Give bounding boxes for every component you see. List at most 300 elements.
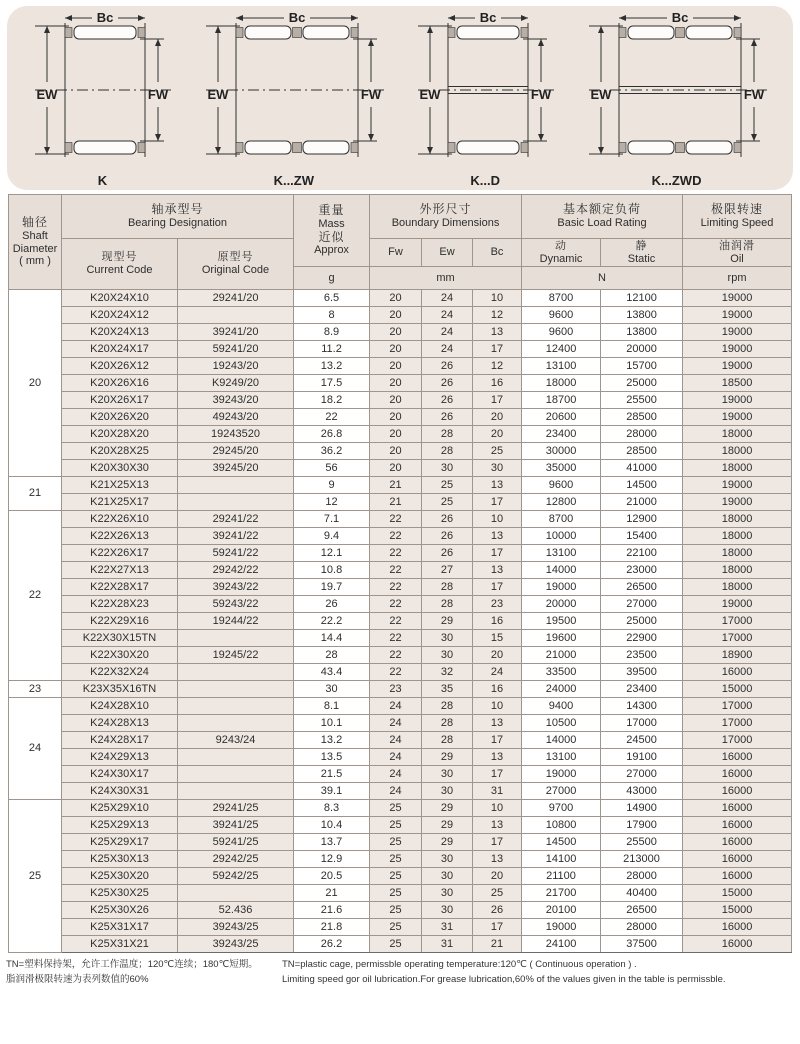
oil-header-en: Oil bbox=[730, 252, 744, 265]
dynamic-load-cell: 35000 bbox=[522, 460, 601, 477]
fw-cell: 20 bbox=[370, 375, 422, 392]
oil-speed-cell: 18500 bbox=[683, 375, 792, 392]
current-code-cell: K24X29X13 bbox=[62, 749, 178, 766]
footnote-chinese bbox=[6, 958, 282, 987]
oil-speed-cell: 15000 bbox=[683, 902, 792, 919]
table-row bbox=[9, 596, 792, 613]
col-static-header bbox=[601, 239, 683, 267]
static-load-cell: 15700 bbox=[601, 358, 683, 375]
bc-dim-label: Bc bbox=[97, 10, 114, 25]
original-header-zh: 原型号 bbox=[217, 251, 254, 264]
dynamic-load-cell: 8700 bbox=[522, 290, 601, 307]
table-row bbox=[9, 936, 792, 953]
table-row bbox=[9, 868, 792, 885]
fw-cell: 22 bbox=[370, 596, 422, 613]
oil-speed-cell: 17000 bbox=[683, 698, 792, 715]
speed-unit: rpm bbox=[683, 267, 792, 290]
ew-cell: 24 bbox=[422, 324, 473, 341]
bc-cell: 10 bbox=[473, 800, 522, 817]
bc-cell: 17 bbox=[473, 919, 522, 936]
bc-dim-label: Bc bbox=[479, 10, 497, 25]
mass-cell: 8.9 bbox=[294, 324, 370, 341]
diagram-label: K...ZW bbox=[273, 173, 314, 188]
static-load-cell: 41000 bbox=[601, 460, 683, 477]
fw-cell: 20 bbox=[370, 307, 422, 324]
diagram-panel bbox=[7, 6, 793, 190]
dynamic-load-cell: 9400 bbox=[522, 698, 601, 715]
dynamic-load-cell: 9600 bbox=[522, 477, 601, 494]
current-code-cell: K20X28X25 bbox=[62, 443, 178, 460]
current-code-cell: K22X26X17 bbox=[62, 545, 178, 562]
mass-cell: 13.2 bbox=[294, 732, 370, 749]
static-load-cell: 28500 bbox=[601, 443, 683, 460]
static-load-cell: 14500 bbox=[601, 477, 683, 494]
oil-speed-cell: 16000 bbox=[683, 749, 792, 766]
dynamic-load-cell: 13100 bbox=[522, 545, 601, 562]
mass-cell: 13.2 bbox=[294, 358, 370, 375]
static-load-cell: 22100 bbox=[601, 545, 683, 562]
oil-speed-cell: 19000 bbox=[683, 358, 792, 375]
oil-speed-cell: 19000 bbox=[683, 290, 792, 307]
bc-cell: 31 bbox=[473, 783, 522, 800]
original-code-cell bbox=[178, 783, 294, 800]
static-load-cell: 22900 bbox=[601, 630, 683, 647]
current-code-cell: K20X24X12 bbox=[62, 307, 178, 324]
table-row bbox=[9, 664, 792, 681]
mass-cell: 39.1 bbox=[294, 783, 370, 800]
ew-cell: 30 bbox=[422, 630, 473, 647]
dynamic-load-cell: 14000 bbox=[522, 732, 601, 749]
current-code-cell: K20X24X17 bbox=[62, 341, 178, 358]
shaft-diameter-cell: 21 bbox=[9, 477, 62, 511]
mass-cell: 21 bbox=[294, 885, 370, 902]
table-row bbox=[9, 749, 792, 766]
static-load-cell: 14900 bbox=[601, 800, 683, 817]
bearing-diagram-kzw bbox=[198, 10, 390, 188]
bc-cell: 13 bbox=[473, 324, 522, 341]
oil-speed-cell: 17000 bbox=[683, 715, 792, 732]
fw-cell: 25 bbox=[370, 902, 422, 919]
static-load-cell: 27000 bbox=[601, 766, 683, 783]
original-code-cell: 19243520 bbox=[178, 426, 294, 443]
fw-cell: 25 bbox=[370, 851, 422, 868]
static-load-cell: 17000 bbox=[601, 715, 683, 732]
bc-cell: 16 bbox=[473, 681, 522, 698]
bc-cell: 23 bbox=[473, 596, 522, 613]
table-row bbox=[9, 834, 792, 851]
oil-speed-cell: 19000 bbox=[683, 392, 792, 409]
mass-cell: 10.8 bbox=[294, 562, 370, 579]
static-load-cell: 12900 bbox=[601, 511, 683, 528]
ew-cell: 26 bbox=[422, 545, 473, 562]
fw-cell: 24 bbox=[370, 715, 422, 732]
current-code-cell: K20X24X10 bbox=[62, 290, 178, 307]
fw-cell: 24 bbox=[370, 783, 422, 800]
mass-cell: 21.8 bbox=[294, 919, 370, 936]
original-code-cell: 59241/20 bbox=[178, 341, 294, 358]
ew-cell: 24 bbox=[422, 307, 473, 324]
table-row bbox=[9, 902, 792, 919]
dynamic-load-cell: 14500 bbox=[522, 834, 601, 851]
original-code-cell: 39241/25 bbox=[178, 817, 294, 834]
boundary-unit: mm bbox=[370, 267, 522, 290]
table-row bbox=[9, 477, 792, 494]
bc-cell: 25 bbox=[473, 443, 522, 460]
dynamic-load-cell: 23400 bbox=[522, 426, 601, 443]
col-speed-header bbox=[683, 195, 792, 239]
table-row bbox=[9, 698, 792, 715]
mass-cell: 7.1 bbox=[294, 511, 370, 528]
original-code-cell bbox=[178, 715, 294, 732]
ew-dim-label: EW bbox=[207, 87, 229, 102]
mass-cell: 10.4 bbox=[294, 817, 370, 834]
current-code-cell: K20X26X17 bbox=[62, 392, 178, 409]
dynamic-load-cell: 19600 bbox=[522, 630, 601, 647]
fw-cell: 20 bbox=[370, 409, 422, 426]
bc-cell: 17 bbox=[473, 392, 522, 409]
static-load-cell: 21000 bbox=[601, 494, 683, 511]
col-ew-header: Ew bbox=[422, 239, 473, 267]
oil-speed-cell: 16000 bbox=[683, 817, 792, 834]
mass-cell: 56 bbox=[294, 460, 370, 477]
static-load-cell: 28000 bbox=[601, 919, 683, 936]
current-code-cell: K21X25X13 bbox=[62, 477, 178, 494]
ew-cell: 28 bbox=[422, 732, 473, 749]
ew-cell: 29 bbox=[422, 834, 473, 851]
dynamic-load-cell: 24100 bbox=[522, 936, 601, 953]
static-header-en: Static bbox=[627, 252, 656, 265]
bc-cell: 13 bbox=[473, 715, 522, 732]
mass-cell: 30 bbox=[294, 681, 370, 698]
oil-speed-cell: 19000 bbox=[683, 409, 792, 426]
bc-cell: 13 bbox=[473, 749, 522, 766]
load-header-zh: 基本额定负荷 bbox=[563, 202, 642, 217]
ew-cell: 26 bbox=[422, 392, 473, 409]
dynamic-load-cell: 19000 bbox=[522, 579, 601, 596]
dynamic-load-cell: 19000 bbox=[522, 766, 601, 783]
ew-cell: 30 bbox=[422, 783, 473, 800]
static-load-cell: 13800 bbox=[601, 307, 683, 324]
fw-dim-label: FW bbox=[743, 87, 764, 102]
current-code-cell: K25X29X10 bbox=[62, 800, 178, 817]
dynamic-load-cell: 8700 bbox=[522, 511, 601, 528]
mass-cell: 8.3 bbox=[294, 800, 370, 817]
fw-cell: 25 bbox=[370, 936, 422, 953]
bc-cell: 17 bbox=[473, 579, 522, 596]
diagram-label: K...D bbox=[470, 173, 500, 188]
fw-cell: 22 bbox=[370, 664, 422, 681]
mass-cell: 26 bbox=[294, 596, 370, 613]
boundary-header-zh: 外形尺寸 bbox=[419, 202, 472, 217]
shaft-diameter-cell: 23 bbox=[9, 681, 62, 698]
ew-cell: 25 bbox=[422, 477, 473, 494]
current-code-cell: K20X26X16 bbox=[62, 375, 178, 392]
original-code-cell: 59243/22 bbox=[178, 596, 294, 613]
oil-speed-cell: 18000 bbox=[683, 443, 792, 460]
fw-cell: 22 bbox=[370, 579, 422, 596]
static-load-cell: 27000 bbox=[601, 596, 683, 613]
ew-cell: 30 bbox=[422, 885, 473, 902]
shaft-header-zh: 轴径 bbox=[21, 215, 48, 230]
dynamic-load-cell: 20100 bbox=[522, 902, 601, 919]
col-shaft-header bbox=[9, 195, 62, 290]
mass-cell: 13.5 bbox=[294, 749, 370, 766]
table-row bbox=[9, 290, 792, 307]
bc-cell: 25 bbox=[473, 885, 522, 902]
bc-cell: 20 bbox=[473, 647, 522, 664]
oil-speed-cell: 19000 bbox=[683, 341, 792, 358]
mass-header-zh2: 近似 bbox=[318, 229, 345, 244]
current-code-cell: K22X28X17 bbox=[62, 579, 178, 596]
footnotes bbox=[6, 958, 794, 987]
diagram-label: K bbox=[97, 173, 108, 188]
oil-speed-cell: 19000 bbox=[683, 494, 792, 511]
dynamic-load-cell: 18700 bbox=[522, 392, 601, 409]
bc-cell: 12 bbox=[473, 307, 522, 324]
diagram-canvas bbox=[27, 10, 177, 177]
fw-cell: 22 bbox=[370, 613, 422, 630]
table-row bbox=[9, 732, 792, 749]
col-oil-header bbox=[683, 239, 792, 267]
bc-dim-label: Bc bbox=[288, 10, 306, 25]
original-code-cell: 29245/20 bbox=[178, 443, 294, 460]
original-code-cell: 39243/22 bbox=[178, 579, 294, 596]
ew-cell: 28 bbox=[422, 715, 473, 732]
original-code-cell bbox=[178, 681, 294, 698]
ew-cell: 27 bbox=[422, 562, 473, 579]
fw-cell: 24 bbox=[370, 732, 422, 749]
fw-cell: 20 bbox=[370, 460, 422, 477]
dynamic-load-cell: 10500 bbox=[522, 715, 601, 732]
bc-cell: 13 bbox=[473, 477, 522, 494]
ew-cell: 30 bbox=[422, 851, 473, 868]
oil-speed-cell: 17000 bbox=[683, 630, 792, 647]
bc-cell: 13 bbox=[473, 851, 522, 868]
bearing-diagram-kzwd bbox=[581, 10, 773, 188]
mass-cell: 20.5 bbox=[294, 868, 370, 885]
current-code-cell: K20X28X20 bbox=[62, 426, 178, 443]
dynamic-load-cell: 21100 bbox=[522, 868, 601, 885]
ew-cell: 30 bbox=[422, 460, 473, 477]
shaft-header-en3: ( mm ) bbox=[19, 255, 51, 268]
current-code-cell: K22X27X13 bbox=[62, 562, 178, 579]
static-load-cell: 39500 bbox=[601, 664, 683, 681]
bc-cell: 17 bbox=[473, 494, 522, 511]
table-row bbox=[9, 324, 792, 341]
bearing-cross-section bbox=[198, 10, 390, 172]
table-row bbox=[9, 851, 792, 868]
original-code-cell: 39241/20 bbox=[178, 324, 294, 341]
table-row bbox=[9, 817, 792, 834]
dynamic-load-cell: 14100 bbox=[522, 851, 601, 868]
static-header-zh: 静 bbox=[635, 239, 648, 252]
fw-cell: 22 bbox=[370, 528, 422, 545]
static-load-cell: 26500 bbox=[601, 579, 683, 596]
fw-cell: 20 bbox=[370, 341, 422, 358]
table-row bbox=[9, 460, 792, 477]
fw-cell: 22 bbox=[370, 562, 422, 579]
oil-speed-cell: 16000 bbox=[683, 868, 792, 885]
original-code-cell: 29241/25 bbox=[178, 800, 294, 817]
mass-unit: g bbox=[294, 267, 370, 290]
table-row bbox=[9, 528, 792, 545]
oil-speed-cell: 16000 bbox=[683, 800, 792, 817]
fw-dim-label: FW bbox=[531, 87, 552, 102]
current-code-cell: K24X30X17 bbox=[62, 766, 178, 783]
original-code-cell: 39245/20 bbox=[178, 460, 294, 477]
mass-cell: 43.4 bbox=[294, 664, 370, 681]
speed-header-en: Limiting Speed bbox=[700, 217, 774, 230]
static-load-cell: 26500 bbox=[601, 902, 683, 919]
mass-cell: 8.1 bbox=[294, 698, 370, 715]
speed-header-zh: 极限转速 bbox=[711, 202, 764, 217]
ew-cell: 28 bbox=[422, 596, 473, 613]
oil-speed-cell: 18900 bbox=[683, 647, 792, 664]
static-load-cell: 23400 bbox=[601, 681, 683, 698]
mass-cell: 17.5 bbox=[294, 375, 370, 392]
original-header-en: Original Code bbox=[201, 264, 270, 276]
dynamic-load-cell: 9700 bbox=[522, 800, 601, 817]
current-code-cell: K25X30X25 bbox=[62, 885, 178, 902]
fw-cell: 23 bbox=[370, 681, 422, 698]
mass-cell: 9.4 bbox=[294, 528, 370, 545]
original-code-cell: 29242/25 bbox=[178, 851, 294, 868]
table-row bbox=[9, 392, 792, 409]
oil-speed-cell: 19000 bbox=[683, 477, 792, 494]
original-code-cell: 29242/22 bbox=[178, 562, 294, 579]
fw-cell: 22 bbox=[370, 511, 422, 528]
ew-cell: 29 bbox=[422, 800, 473, 817]
static-load-cell: 37500 bbox=[601, 936, 683, 953]
current-code-cell: K25X31X17 bbox=[62, 919, 178, 936]
dynamic-load-cell: 21700 bbox=[522, 885, 601, 902]
mass-cell: 28 bbox=[294, 647, 370, 664]
bc-cell: 13 bbox=[473, 817, 522, 834]
original-code-cell bbox=[178, 766, 294, 783]
fw-cell: 25 bbox=[370, 868, 422, 885]
ew-cell: 31 bbox=[422, 936, 473, 953]
load-header-en: Basic Load Rating bbox=[557, 217, 647, 230]
dynamic-load-cell: 30000 bbox=[522, 443, 601, 460]
shaft-diameter-cell: 20 bbox=[9, 290, 62, 477]
footnote-english bbox=[282, 958, 794, 987]
oil-speed-cell: 16000 bbox=[683, 783, 792, 800]
dynamic-load-cell: 13100 bbox=[522, 358, 601, 375]
mass-cell: 10.1 bbox=[294, 715, 370, 732]
original-code-cell bbox=[178, 885, 294, 902]
table-row bbox=[9, 579, 792, 596]
original-code-cell: 19243/20 bbox=[178, 358, 294, 375]
ew-cell: 26 bbox=[422, 409, 473, 426]
bc-cell: 20 bbox=[473, 409, 522, 426]
footnote-zh-line1: TN=塑料保持架，允许工作温度；120℃连续；180℃短期。 bbox=[6, 959, 258, 970]
dynamic-load-cell: 20000 bbox=[522, 596, 601, 613]
current-code-cell: K22X30X15TN bbox=[62, 630, 178, 647]
dynamic-load-cell: 9600 bbox=[522, 324, 601, 341]
original-code-cell bbox=[178, 307, 294, 324]
static-load-cell: 25000 bbox=[601, 375, 683, 392]
bc-cell: 20 bbox=[473, 868, 522, 885]
bearing-cross-section bbox=[581, 10, 773, 172]
original-code-cell: 29241/20 bbox=[178, 290, 294, 307]
mass-cell: 22.2 bbox=[294, 613, 370, 630]
fw-cell: 25 bbox=[370, 834, 422, 851]
original-code-cell: 59241/25 bbox=[178, 834, 294, 851]
bearing-cross-section bbox=[410, 10, 560, 172]
current-code-cell: K25X31X21 bbox=[62, 936, 178, 953]
bc-dim-label: Bc bbox=[671, 10, 688, 25]
table-row bbox=[9, 443, 792, 460]
dynamic-load-cell: 19500 bbox=[522, 613, 601, 630]
current-code-cell: K25X30X20 bbox=[62, 868, 178, 885]
mass-cell: 19.7 bbox=[294, 579, 370, 596]
oil-speed-cell: 18000 bbox=[683, 545, 792, 562]
mass-cell: 21.6 bbox=[294, 902, 370, 919]
mass-cell: 12.1 bbox=[294, 545, 370, 562]
original-code-cell: 39243/25 bbox=[178, 936, 294, 953]
dynamic-load-cell: 24000 bbox=[522, 681, 601, 698]
oil-speed-cell: 18000 bbox=[683, 528, 792, 545]
mass-cell: 12 bbox=[294, 494, 370, 511]
ew-cell: 29 bbox=[422, 613, 473, 630]
static-load-cell: 24500 bbox=[601, 732, 683, 749]
static-load-cell: 28500 bbox=[601, 409, 683, 426]
oil-speed-cell: 17000 bbox=[683, 613, 792, 630]
fw-cell: 20 bbox=[370, 324, 422, 341]
current-code-cell: K24X30X31 bbox=[62, 783, 178, 800]
static-load-cell: 23000 bbox=[601, 562, 683, 579]
bc-cell: 17 bbox=[473, 341, 522, 358]
current-code-cell: K22X28X23 bbox=[62, 596, 178, 613]
col-dynamic-header bbox=[522, 239, 601, 267]
dynamic-header-en: Dynamic bbox=[539, 252, 583, 265]
dynamic-load-cell: 10000 bbox=[522, 528, 601, 545]
dynamic-header-zh: 动 bbox=[555, 239, 568, 252]
ew-cell: 26 bbox=[422, 375, 473, 392]
fw-cell: 22 bbox=[370, 630, 422, 647]
oil-speed-cell: 19000 bbox=[683, 307, 792, 324]
designation-header-zh: 轴承型号 bbox=[151, 202, 204, 217]
mass-header-en2: Approx bbox=[314, 244, 349, 257]
diagram-canvas bbox=[198, 10, 390, 177]
mass-cell: 21.5 bbox=[294, 766, 370, 783]
bearing-diagram-k bbox=[27, 10, 177, 188]
bearing-table bbox=[8, 194, 792, 953]
dynamic-load-cell: 14000 bbox=[522, 562, 601, 579]
static-load-cell: 23500 bbox=[601, 647, 683, 664]
fw-dim-label: FW bbox=[360, 87, 381, 102]
ew-cell: 29 bbox=[422, 817, 473, 834]
shaft-header-en1: Shaft bbox=[22, 229, 48, 242]
dynamic-load-cell: 9600 bbox=[522, 307, 601, 324]
ew-cell: 28 bbox=[422, 443, 473, 460]
ew-cell: 30 bbox=[422, 868, 473, 885]
bc-cell: 16 bbox=[473, 613, 522, 630]
oil-speed-cell: 18000 bbox=[683, 460, 792, 477]
current-code-cell: K22X26X13 bbox=[62, 528, 178, 545]
table-row bbox=[9, 647, 792, 664]
static-load-cell: 12100 bbox=[601, 290, 683, 307]
oil-speed-cell: 16000 bbox=[683, 919, 792, 936]
mass-cell: 6.5 bbox=[294, 290, 370, 307]
col-boundary-header bbox=[370, 195, 522, 239]
original-code-cell: 39241/22 bbox=[178, 528, 294, 545]
mass-header-en: Mass bbox=[318, 217, 345, 230]
original-code-cell: K9249/20 bbox=[178, 375, 294, 392]
mass-cell: 12.9 bbox=[294, 851, 370, 868]
mass-cell: 18.2 bbox=[294, 392, 370, 409]
fw-cell: 21 bbox=[370, 494, 422, 511]
